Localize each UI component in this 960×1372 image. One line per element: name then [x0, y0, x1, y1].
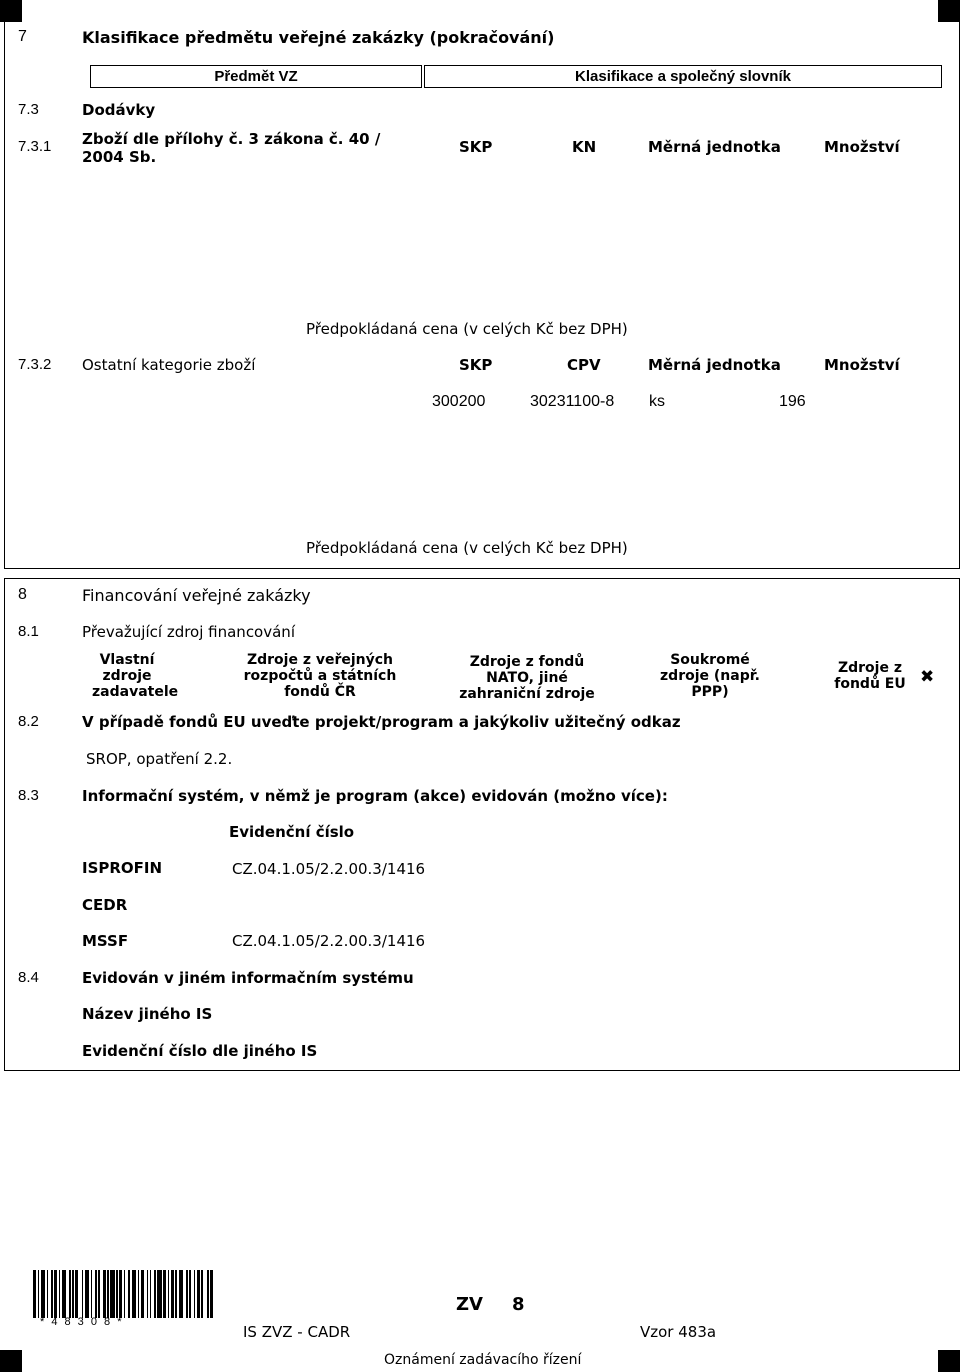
- section-7-3-1-number: 7.3.1: [18, 138, 52, 155]
- source-own[interactable]: Vlastní zdroje zadavatele: [92, 652, 179, 700]
- estimated-price-label-2: Předpokládaná cena (v celých Kč bez DPH): [306, 539, 628, 557]
- column-skp: SKP: [459, 138, 493, 156]
- section-8-3-label: Informační systém, v němž je program (akce) evidován (možno více):: [82, 787, 668, 805]
- source-eu-funds[interactable]: Zdroje z fondů EU: [834, 660, 906, 692]
- evidence-number-header: Evidenční číslo: [229, 823, 355, 841]
- section-7-title: Klasifikace předmětu veřejné zakázky (pokračování): [82, 28, 555, 47]
- column-cpv: CPV: [567, 356, 601, 374]
- section-8-1-number: 8.1: [18, 623, 39, 640]
- section-8-3-number: 8.3: [18, 787, 39, 804]
- source-nato-foreign[interactable]: Zdroje z fondů NATO, jiné zahraniční zdroje: [459, 654, 595, 702]
- value-quantity: 196: [779, 393, 806, 410]
- corner-mark-bottom-left: [0, 1350, 22, 1372]
- system-value-isprofin: CZ.04.1.05/2.2.00.3/1416: [232, 860, 426, 878]
- source-private[interactable]: Soukromé zdroje (např. PPP): [660, 652, 760, 700]
- section-7-3-number: 7.3: [18, 101, 39, 118]
- section-8-title: Financování veřejné zakázky: [82, 586, 311, 605]
- form-template: Vzor 483a: [640, 1323, 717, 1341]
- other-is-name-label: Název jiného IS: [82, 1005, 213, 1023]
- column-kn: KN: [572, 138, 597, 156]
- section-8-2-label: V případě fondů EU uveďte projekt/program a jakýkoliv užitečný odkaz: [82, 713, 681, 731]
- section-8-4-label: Evidován v jiném informačním systému: [82, 969, 414, 987]
- system-name-isprofin: ISPROFIN: [82, 859, 163, 877]
- barcode-bar: [213, 1270, 215, 1318]
- corner-mark-bottom-right: [938, 1350, 960, 1372]
- system-name: IS ZVZ - CADR: [243, 1323, 351, 1341]
- section-8-2-number: 8.2: [18, 713, 39, 730]
- section-7-3-2-number: 7.3.2: [18, 356, 52, 373]
- other-is-number-label: Evidenční číslo dle jiného IS: [82, 1042, 318, 1060]
- document-type: Oznámení zadávacího řízení: [384, 1352, 582, 1368]
- barcode-text: * 4 8 3 0 8 *: [40, 1316, 124, 1328]
- estimated-price-label-1: Předpokládaná cena (v celých Kč bez DPH): [306, 320, 628, 338]
- system-name-mssf: MSSF: [82, 932, 129, 950]
- system-name-cedr: CEDR: [82, 896, 128, 914]
- section-7-3-2-label: Ostatní kategorie zboží: [82, 356, 256, 374]
- system-value-mssf: CZ.04.1.05/2.2.00.3/1416: [232, 932, 426, 950]
- barcode: [33, 1270, 215, 1318]
- column-unit-2: Měrná jednotka: [648, 356, 781, 374]
- form-code: ZV: [456, 1294, 483, 1315]
- selected-check-icon[interactable]: ✖: [920, 667, 935, 687]
- section-8-1-label: Převažující zdroj financování: [82, 623, 295, 641]
- value-skp: 300200: [432, 393, 486, 410]
- section-7-3-label: Dodávky: [82, 101, 156, 119]
- subject-header: Předmět VZ: [214, 68, 298, 85]
- column-unit: Měrná jednotka: [648, 138, 781, 156]
- eu-program-value: SROP, opatření 2.2.: [86, 750, 233, 768]
- column-quantity: Množství: [824, 138, 900, 156]
- section-7-number: 7: [18, 28, 27, 45]
- value-cpv: 30231100-8: [530, 393, 615, 410]
- section-8-number: 8: [18, 586, 27, 603]
- page-number: 8: [512, 1294, 525, 1315]
- section-7-3-1-label: Zboží dle přílohy č. 3 zákona č. 40 / 2004 Sb.: [82, 130, 381, 166]
- value-unit: ks: [649, 393, 665, 410]
- column-quantity-2: Množství: [824, 356, 900, 374]
- classification-header: Klasifikace a společný slovník: [575, 68, 791, 85]
- column-skp-2: SKP: [459, 356, 493, 374]
- source-public-budgets[interactable]: Zdroje z veřejných rozpočtů a státních fondů ČR: [243, 652, 397, 700]
- section-8-4-number: 8.4: [18, 969, 39, 986]
